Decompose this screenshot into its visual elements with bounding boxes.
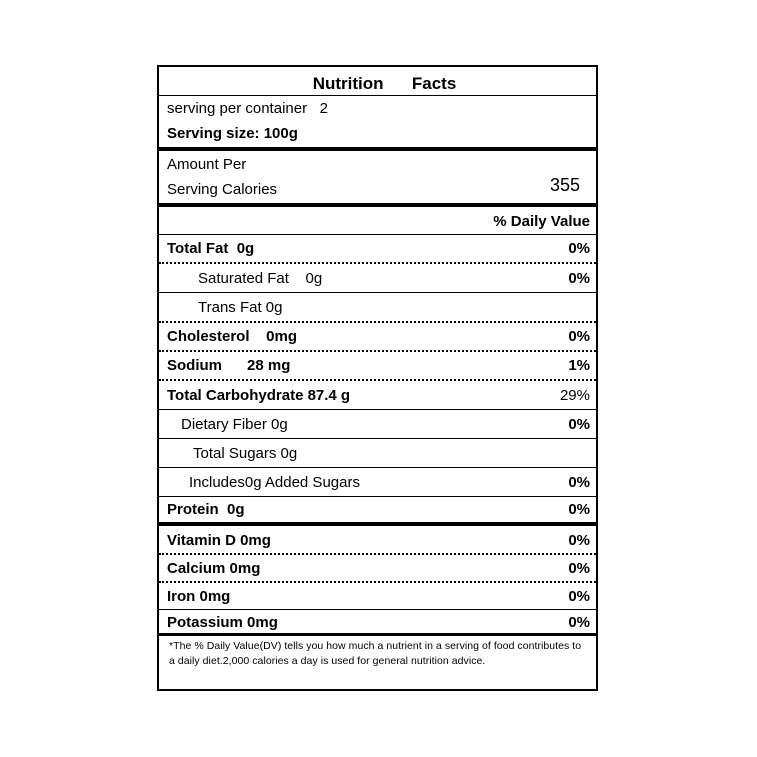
nutrient-row [159, 468, 596, 496]
amount-per [159, 153, 596, 175]
nutrient-dv: 1% [568, 357, 590, 374]
nutrient-dv: 0% [568, 501, 590, 518]
calories-value: 355 [549, 175, 580, 195]
nutrient-name: Iron 0mg [167, 587, 231, 605]
nutrient-dv: 0% [568, 531, 590, 549]
nutrient-row [159, 381, 596, 409]
rule-thick [159, 522, 596, 526]
nutrient-dv: 0% [568, 328, 590, 345]
nutrient-name: Trans Fat 0g [198, 298, 283, 316]
nutrient-dv: 0% [568, 269, 590, 287]
servings-per-container-text: serving per container 2 [167, 99, 328, 117]
nutrient-name: Total Carbohydrate 87.4 g [167, 386, 351, 404]
nutrient-row [159, 610, 596, 635]
rule-thick [159, 147, 596, 151]
nutrient-name: Calcium 0mg [167, 559, 261, 577]
nutrient-dv: 0% [568, 559, 590, 577]
nutrient-name: Sodium 28 mg [167, 357, 291, 374]
rule-thick [159, 203, 596, 207]
nutrient-row [159, 439, 596, 467]
daily-value-header [159, 208, 596, 234]
nutrient-name: Vitamin D 0mg [167, 531, 271, 549]
nutrient-dv: 0% [568, 587, 590, 605]
serving-size-text: Serving size: 100g [167, 124, 298, 142]
nutrient-row [159, 583, 596, 609]
nutrient-name: Total Sugars 0g [193, 444, 298, 462]
nutrient-row [159, 497, 596, 522]
nutrient-row [159, 293, 596, 321]
rule-thick [159, 633, 596, 636]
nutrient-dv: 0% [568, 614, 590, 631]
nutrition-facts-label [157, 65, 598, 691]
nutrient-name: Saturated Fat 0g [198, 269, 323, 287]
nutrient-row [159, 555, 596, 581]
nutrient-name: Total Fat 0g [167, 240, 255, 257]
daily-value-header-text: % Daily Value [493, 212, 590, 230]
serving-size [159, 120, 596, 146]
nutrient-row [159, 264, 596, 292]
nutrient-dv: 0% [568, 473, 590, 491]
serving-calories-label: Serving Calories [167, 180, 278, 198]
serving-calories [159, 175, 596, 203]
nutrient-dv: 0% [568, 240, 590, 257]
nutrient-name: Cholesterol 0mg [167, 328, 298, 345]
nutrient-name: Includes0g Added Sugars [189, 473, 360, 491]
nutrient-row [159, 235, 596, 262]
nutrient-name: Potassium 0mg [167, 614, 278, 631]
nutrient-row [159, 323, 596, 350]
nutrient-row [159, 410, 596, 438]
amount-per-text: Amount Per [167, 155, 247, 173]
nutrient-dv: 0% [568, 415, 590, 433]
nutrient-name: Protein 0g [167, 501, 245, 518]
label-title [159, 71, 596, 95]
nutrient-name: Dietary Fiber 0g [181, 415, 288, 433]
nutrient-row [159, 352, 596, 379]
servings-per-container [159, 96, 596, 120]
label-title-text: Nutrition Facts [312, 73, 457, 93]
nutrient-row [159, 527, 596, 553]
nutrient-dv: 29% [559, 386, 590, 404]
footnote: *The % Daily Value(DV) tells you how much a nutrient in a serving of food contributes to a daily diet.2,000 calories a day is used for general nutrition advice. [169, 640, 582, 667]
